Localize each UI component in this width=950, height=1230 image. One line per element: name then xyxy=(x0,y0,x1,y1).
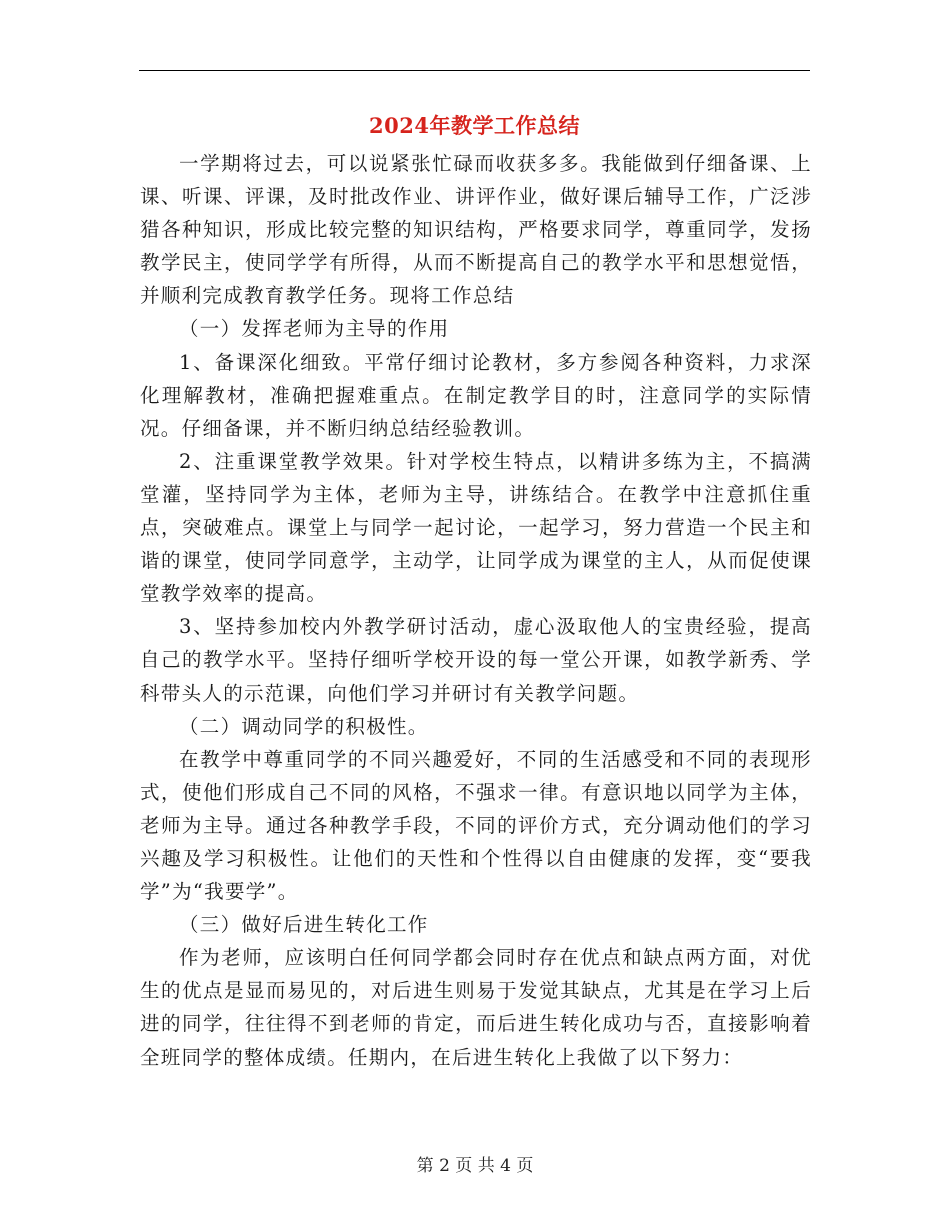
section-heading-2: （二）调动同学的积极性。 xyxy=(179,714,429,738)
paragraph-section-2: 在教学中尊重同学的不同兴趣爱好，不同的生活感受和不同的表现形式，使他们形成自己不同的风格，不强求一律。有意识地以同学为主体，老师为主导。通过各种教学手段，不同的评价方式，充分调动他们的学习兴趣及学习积极性。让他们的天性和个性得以自由健康的发挥，变“要我学”为“我要学”。 xyxy=(140,747,812,904)
section-heading-1: （一）发挥老师为主导的作用 xyxy=(179,317,450,341)
header-rule xyxy=(139,70,810,71)
document-title: 2024年教学工作总结 xyxy=(369,113,580,138)
paragraph-section-3: 作为老师，应该明白任何同学都会同时存在优点和缺点两方面，对优生的优点是显而易见的，对后进生则易于发觉其缺点，尤其是在学习上后进的同学，往往得不到老师的肯定，而后进生转化成功与否，直接影响着全班同学的整体成绩。任期内，在后进生转化上我做了以下努力： xyxy=(140,946,812,1069)
paragraph-item-3: 3、坚持参加校内外教学研讨活动，虚心汲取他人的宝贵经验，提高自己的教学水平。坚持仔细听学校开设的每一堂公开课，如教学新秀、学科带头人的示范课，向他们学习并研讨有关教学问题。 xyxy=(140,615,812,705)
paragraph-item-1: 1、备课深化细致。平常仔细讨论教材，多方参阅各种资料，力求深化理解教材，准确把握难重点。在制定教学目的时，注意同学的实际情况。仔细备课，并不断归纳总结经验教训。 xyxy=(140,350,812,440)
document-body xyxy=(140,147,812,1074)
section-heading-3: （三）做好后进生转化工作 xyxy=(179,913,429,937)
paragraph-item-2: 2、注重课堂教学效果。针对学校生特点，以精讲多练为主，不搞满堂灌，坚持同学为主体，老师为主导，讲练结合。在教学中注意抓住重点，突破难点。课堂上与同学一起讨论，一起学习，努力营造一个民主和谐的课堂，使同学同意学，主动学，让同学成为课堂的主人，从而促使课堂教学效率的提高。 xyxy=(140,449,812,606)
page-number: 第 2 页 共 4 页 xyxy=(416,1156,534,1176)
paragraph-intro: 一学期将过去，可以说紧张忙碌而收获多多。我能做到仔细备课、上课、听课、评课，及时批改作业、讲评作业，做好课后辅导工作，广泛涉猎各种知识，形成比较完整的知识结构，严格要求同学，尊重同学，发扬教学民主，使同学学有所得，从而不断提高自己的教学水平和思想觉悟，并顺利完成教育教学任务。现将工作总结 xyxy=(140,152,812,308)
